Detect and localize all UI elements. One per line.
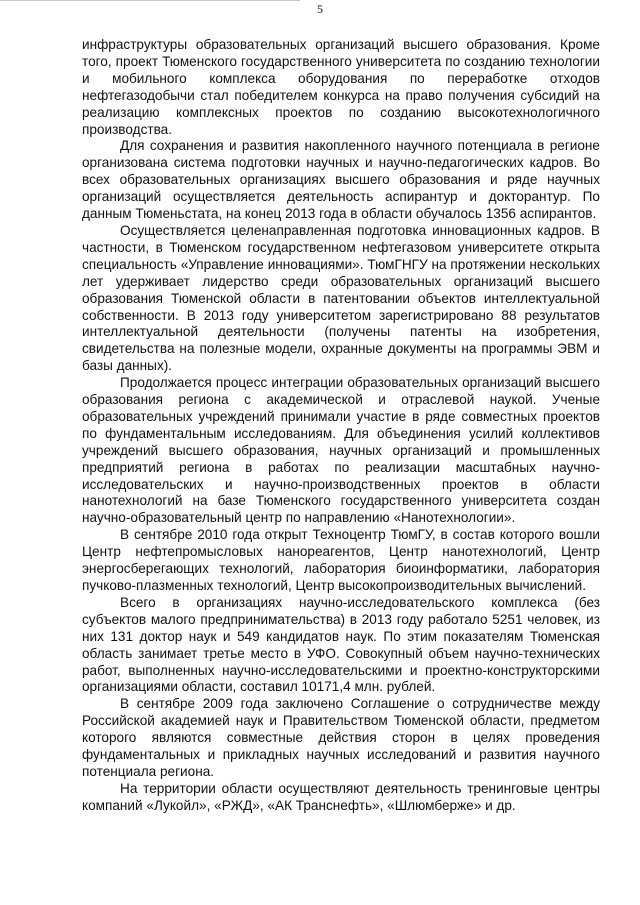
paragraph-technocenter: В сентябре 2010 года открыт Техноцентр ТюмГУ, в состав которого вошли Центр нефтепромысловых нанореагентов, Центр нанотехнологий, Центр энергосберегающих технологий, лаборатория биоинформатики, лаборатория пучково-плазменных технологий, Центр высокопроизводительных вычислений. xyxy=(82,527,600,593)
paragraph-research-complex: Всего в организациях научно-исследовательского комплекса (без субъектов малого предпринимательства) в 2013 году работало 5251 человек, из них 131 доктор наук и 549 кандидатов наук. По этим показателям Тюменская область занимает третье место в УФО. Совокупный объем научно-технических работ, выполненных научно-исследовательскими и проектно-конструкторскими организациями области, составил 10171,4 млн. рублей. xyxy=(82,594,600,695)
paragraph-ras-agreement: В сентябре 2009 года заключено Соглашение о сотрудничестве между Российской академией наук и Правительством Тюменской области, предметом которого являются совместные действия сторон в целях проведения фундаментальных и прикладных научных исследований и развития научного потенциала региона. xyxy=(82,696,600,779)
page-number: 5 xyxy=(317,2,323,16)
paragraph-training-centers: На территории области осуществляют деятельность тренинговые центры компаний «Лукойл», «РЖД», «АК Транснефть», «Шлюмберже» и др. xyxy=(82,780,600,813)
document-body xyxy=(82,37,600,815)
paragraph-innovation-training: Осуществляется целенаправленная подготовка инновационных кадров. В частности, в Тюменском государственном нефтегазовом университете открыта специальность «Управление инновациями». ТюмГНГУ на протяжении нескольких лет удерживает лидерство среди образовательных организаций высшего образования Тюменской области в патентовании объектов интеллектуальной собственности. В 2013 году университетом зарегистрировано 88 результатов интеллектуальной деятельности (получены патенты на изобретения, свидетельства на полезные модели, охранные документы на программы ЭВМ и базы данных). xyxy=(82,222,600,374)
scan-edge-line xyxy=(0,0,300,1)
paragraph-research-staff: Для сохранения и развития накопленного научного потенциала в регионе организована система подготовки научных и научно-педагогических кадров. Во всех образовательных организациях высшего образования и ряде научных организаций осуществляется деятельность аспирантур и докторантур. По данным Тюменьстата, на конец 2013 года в области обучалось 1356 аспирантов. xyxy=(82,138,600,222)
paragraph-science-integration: Продолжается процесс интеграции образовательных организаций высшего образования региона с академической и отраслевой наукой. Ученые образовательных учреждений принимали участие в ряде совместных проектов по фундаментальным исследованиям. Для объединения усилий коллективов учреждений высшего образования, научных организаций и промышленных предприятий региона в работах по реализации масштабных научно-исследовательских и научно-производственных проектов в области нанотехнологий на базе Тюменского государственного университета создан научно-образовательный центр по направлению «Нанотехнологии». xyxy=(82,375,600,526)
paragraph-continuation: инфраструктуры образовательных организаций высшего образования. Кроме того, проект Тюменского государственного университета по созданию технологии и мобильного комплекса оборудования по переработке отходов нефтегазодобычи стал победителем конкурса на право получения субсидий на реализацию комплексных проектов по созданию высокотехнологичного производства. xyxy=(82,37,600,137)
